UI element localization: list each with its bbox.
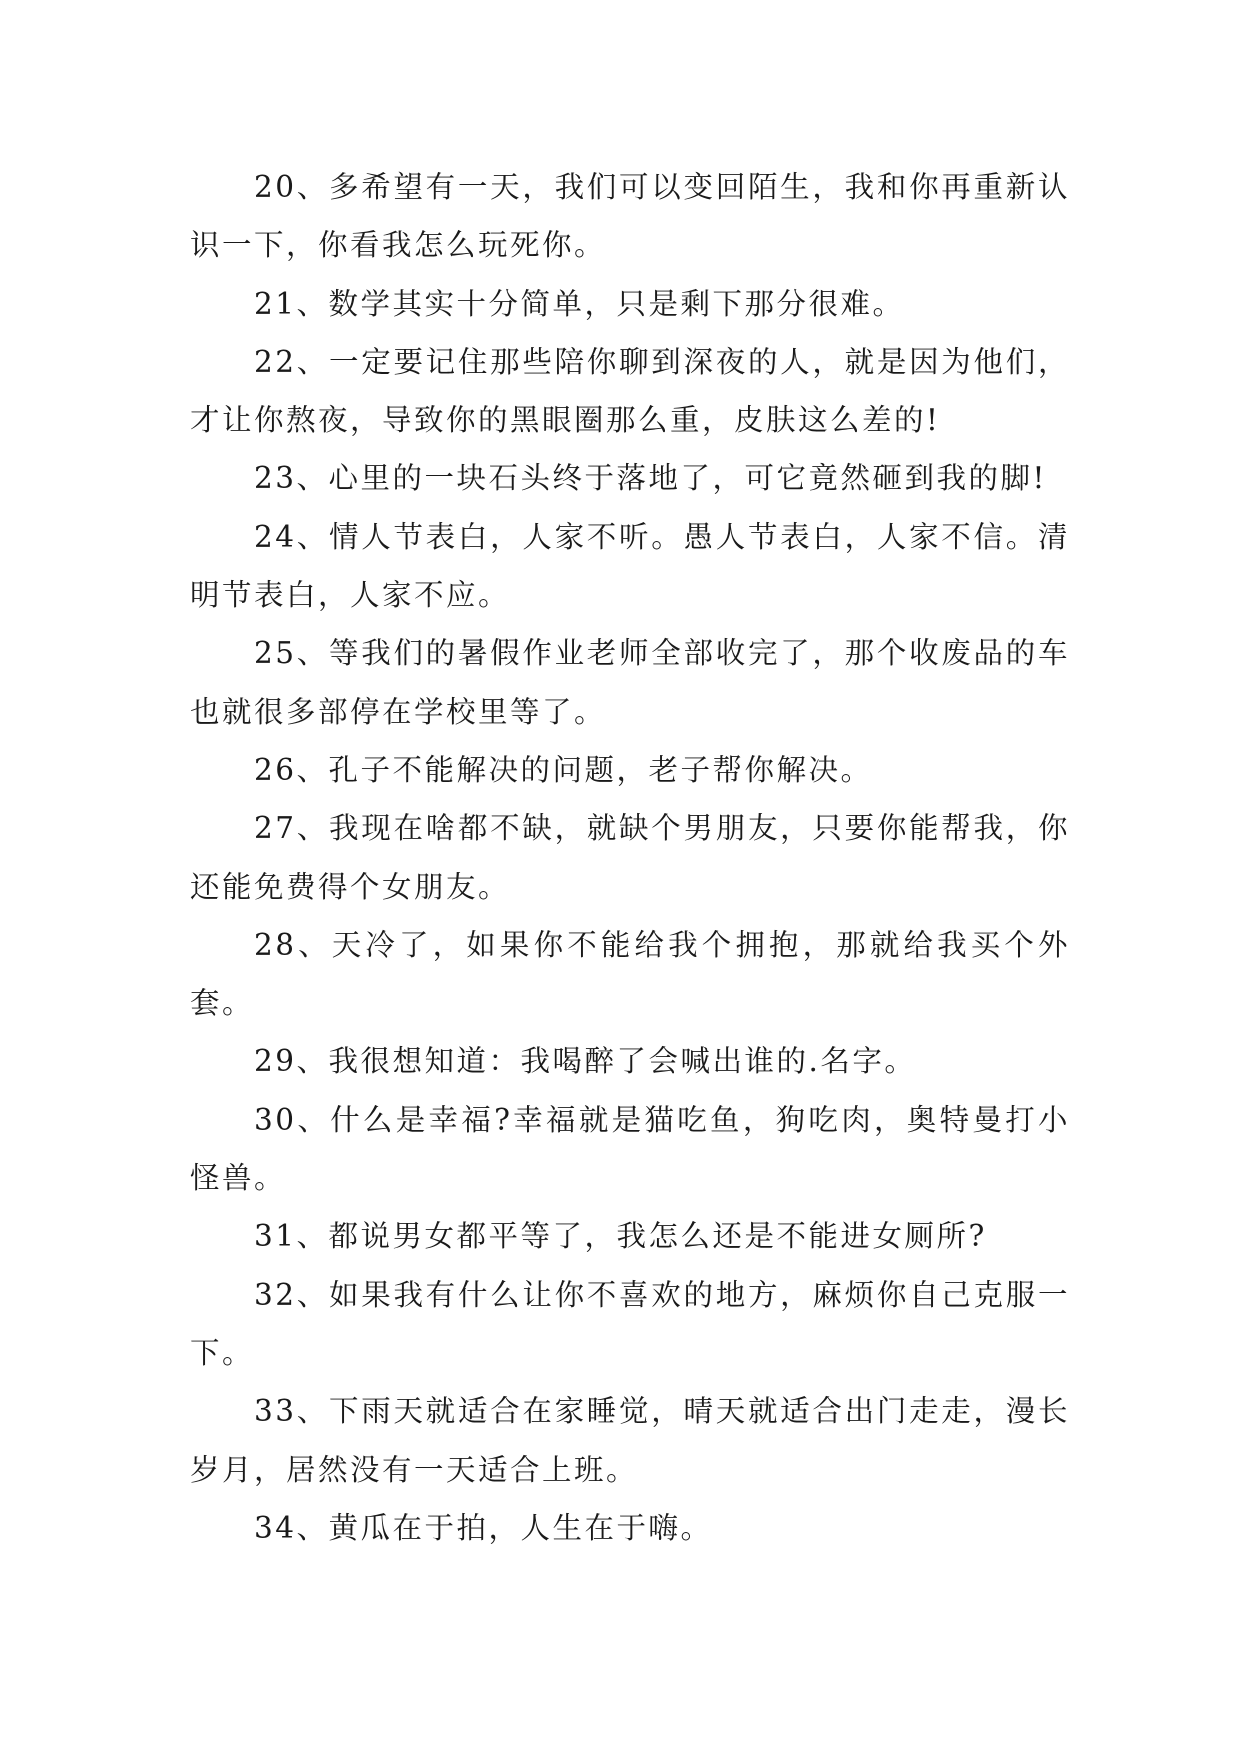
- paragraph-24: 24、情人节表白，人家不听。愚人节表白，人家不信。清明节表白，人家不应。: [190, 519, 1070, 613]
- paragraph-21: 21、数学其实十分简单，只是剩下那分很难。: [254, 286, 905, 321]
- paragraph-34: 34、黄瓜在于拍，人生在于嗨。: [254, 1510, 713, 1545]
- paragraph-22: 22、一定要记住那些陪你聊到深夜的人，就是因为他们，才让你熬夜，导致你的黑眼圈那么重，皮肤这么差的!: [190, 344, 1070, 438]
- paragraph-26: 26、孔子不能解决的问题，老子帮你解决。: [254, 752, 873, 787]
- paragraph-20: 20、多希望有一天，我们可以变回陌生，我和你再重新认识一下，你看我怎么玩死你。: [190, 170, 1070, 263]
- paragraph-23: 23、心里的一块石头终于落地了，可它竟然砸到我的脚!: [254, 461, 1047, 496]
- paragraph-29: 29、我很想知道：我喝醉了会喊出谁的.名字。: [254, 1044, 917, 1079]
- paragraph-27: 27、我现在啥都不缺，就缺个男朋友，只要你能帮我，你还能免费得个女朋友。: [190, 811, 1070, 904]
- paragraph-28: 28、天冷了，如果你不能给我个拥抱，那就给我买个外套。: [190, 927, 1070, 1021]
- paragraph-30: 30、什么是幸福?幸福就是猫吃鱼，狗吃肉，奥特曼打小怪兽。: [190, 1102, 1070, 1196]
- paragraph-32: 32、如果我有什么让你不喜欢的地方，麻烦你自己克服一下。: [190, 1277, 1070, 1370]
- document-body: [190, 158, 1070, 1557]
- paragraph-33: 33、下雨天就适合在家睡觉，晴天就适合出门走走，漫长岁月，居然没有一天适合上班。: [190, 1394, 1070, 1487]
- paragraph-25: 25、等我们的暑假作业老师全部收完了，那个收废品的车也就很多部停在学校里等了。: [190, 636, 1070, 729]
- paragraph-31: 31、都说男女都平等了，我怎么还是不能进女厕所?: [254, 1219, 987, 1254]
